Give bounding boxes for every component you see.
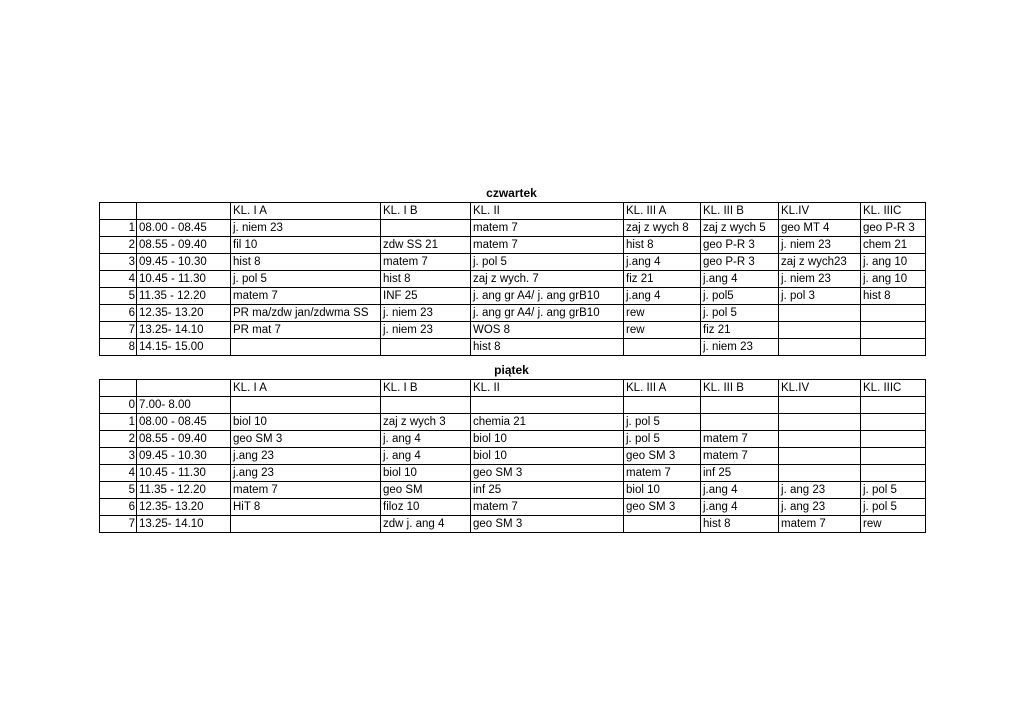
header-cell: KL. IIIC: [861, 380, 926, 397]
lesson-cell: j. pol 5: [861, 482, 926, 499]
lesson-time: 08.00 - 08.45: [137, 220, 231, 237]
table-row: [100, 397, 926, 414]
day-title-czwartek: czwartek: [486, 186, 537, 200]
table-row: [100, 465, 926, 482]
lesson-cell: j. pol 3: [779, 288, 861, 305]
header-cell: KL.IV: [779, 380, 861, 397]
lesson-cell: geo P-R 3: [861, 220, 926, 237]
header-cell: KL. II: [471, 380, 624, 397]
lesson-number: 5: [100, 288, 137, 305]
lesson-cell: matem 7: [231, 288, 381, 305]
header-row: [100, 380, 926, 397]
lesson-cell: j. ang 10: [861, 271, 926, 288]
lesson-cell: j.ang 4: [701, 482, 779, 499]
lesson-cell: fiz 21: [701, 322, 779, 339]
lesson-cell: [779, 397, 861, 414]
lesson-number: 3: [100, 448, 137, 465]
day-title-piatek: piątek: [494, 363, 529, 377]
lesson-cell: [779, 431, 861, 448]
lesson-cell: HiT 8: [231, 499, 381, 516]
lesson-cell: biol 10: [471, 431, 624, 448]
lesson-cell: [779, 448, 861, 465]
lesson-cell: [381, 397, 471, 414]
header-cell: [137, 203, 231, 220]
lesson-cell: geo MT 4: [779, 220, 861, 237]
lesson-cell: j.ang 4: [701, 271, 779, 288]
lesson-cell: matem 7: [701, 431, 779, 448]
lesson-cell: [231, 516, 381, 533]
lesson-cell: j.ang 4: [701, 499, 779, 516]
table-row: [100, 482, 926, 499]
lesson-cell: geo SM 3: [471, 465, 624, 482]
lesson-cell: j.ang 23: [231, 448, 381, 465]
schedule-table-czwartek: [99, 202, 926, 356]
lesson-time: 11.35 - 12.20: [137, 482, 231, 499]
lesson-time: 12.35- 13.20: [137, 499, 231, 516]
table-row: [100, 499, 926, 516]
header-cell: KL. III A: [624, 380, 701, 397]
lesson-time: 08.55 - 09.40: [137, 237, 231, 254]
header-cell: KL. IIIC: [861, 203, 926, 220]
lesson-cell: zdw SS 21: [381, 237, 471, 254]
table-row: [100, 448, 926, 465]
table-row: [100, 322, 926, 339]
lesson-number: 1: [100, 220, 137, 237]
lesson-number: 1: [100, 414, 137, 431]
lesson-cell: j. niem 23: [779, 237, 861, 254]
table-row: [100, 516, 926, 533]
schedule-table-piatek: [99, 379, 926, 533]
lesson-cell: [861, 414, 926, 431]
lesson-cell: j. ang 23: [779, 482, 861, 499]
header-cell: KL. III B: [701, 380, 779, 397]
header-cell: KL. III A: [624, 203, 701, 220]
header-cell: KL. I A: [231, 380, 381, 397]
lesson-number: 4: [100, 271, 137, 288]
lesson-cell: j. niem 23: [231, 220, 381, 237]
lesson-time: 09.45 - 10.30: [137, 448, 231, 465]
lesson-cell: matem 7: [701, 448, 779, 465]
lesson-cell: [861, 448, 926, 465]
lesson-cell: zdw j. ang 4: [381, 516, 471, 533]
header-cell: KL. II: [471, 203, 624, 220]
lesson-time: 09.45 - 10.30: [137, 254, 231, 271]
lesson-cell: j. niem 23: [701, 339, 779, 356]
lesson-cell: matem 7: [231, 482, 381, 499]
lesson-cell: matem 7: [471, 499, 624, 516]
header-cell: KL. I B: [381, 203, 471, 220]
lesson-time: 08.55 - 09.40: [137, 431, 231, 448]
lesson-cell: PR ma/zdw jan/zdwma SS: [231, 305, 381, 322]
lesson-time: 7.00- 8.00: [137, 397, 231, 414]
lesson-cell: geo SM: [381, 482, 471, 499]
header-cell: KL. III B: [701, 203, 779, 220]
lesson-time: 10.45 - 11.30: [137, 271, 231, 288]
lesson-cell: j. ang gr A4/ j. ang grB10: [471, 305, 624, 322]
lesson-cell: geo SM 3: [231, 431, 381, 448]
lesson-cell: j.ang 23: [231, 465, 381, 482]
header-cell: KL. I A: [231, 203, 381, 220]
lesson-cell: filoz 10: [381, 499, 471, 516]
lesson-cell: [779, 322, 861, 339]
lesson-cell: INF 25: [381, 288, 471, 305]
lesson-number: 6: [100, 305, 137, 322]
lesson-cell: hist 8: [861, 288, 926, 305]
lesson-cell: [779, 305, 861, 322]
lesson-cell: chemia 21: [471, 414, 624, 431]
lesson-cell: j. ang 23: [779, 499, 861, 516]
lesson-number: 2: [100, 431, 137, 448]
lesson-cell: j. pol 5: [701, 305, 779, 322]
lesson-number: 5: [100, 482, 137, 499]
lesson-cell: rew: [624, 322, 701, 339]
header-cell: [100, 380, 137, 397]
lesson-cell: [701, 414, 779, 431]
lesson-cell: hist 8: [701, 516, 779, 533]
table-row: [100, 237, 926, 254]
lesson-cell: j. ang gr A4/ j. ang grB10: [471, 288, 624, 305]
lesson-cell: j. pol 5: [231, 271, 381, 288]
lesson-cell: [471, 397, 624, 414]
lesson-cell: [861, 305, 926, 322]
lesson-cell: chem 21: [861, 237, 926, 254]
lesson-cell: j. pol 5: [861, 499, 926, 516]
table-row: [100, 271, 926, 288]
lesson-cell: [624, 516, 701, 533]
lesson-cell: hist 8: [381, 271, 471, 288]
lesson-cell: biol 10: [471, 448, 624, 465]
lesson-cell: [231, 339, 381, 356]
lesson-cell: [381, 339, 471, 356]
table-row: [100, 220, 926, 237]
lesson-cell: biol 10: [624, 482, 701, 499]
lesson-cell: geo P-R 3: [701, 254, 779, 271]
lesson-cell: fil 10: [231, 237, 381, 254]
lesson-cell: matem 7: [624, 465, 701, 482]
lesson-cell: inf 25: [471, 482, 624, 499]
lesson-cell: inf 25: [701, 465, 779, 482]
lesson-cell: [779, 339, 861, 356]
lesson-cell: [861, 465, 926, 482]
lesson-cell: matem 7: [779, 516, 861, 533]
lesson-cell: j. niem 23: [381, 305, 471, 322]
lesson-cell: matem 7: [471, 237, 624, 254]
lesson-cell: fiz 21: [624, 271, 701, 288]
lesson-cell: j.ang 4: [624, 288, 701, 305]
lesson-cell: biol 10: [231, 414, 381, 431]
table-row: [100, 254, 926, 271]
lesson-number: 2: [100, 237, 137, 254]
lesson-time: 12.35- 13.20: [137, 305, 231, 322]
lesson-cell: [861, 397, 926, 414]
lesson-time: 11.35 - 12.20: [137, 288, 231, 305]
lesson-cell: j.ang 4: [624, 254, 701, 271]
lesson-cell: matem 7: [471, 220, 624, 237]
lesson-cell: hist 8: [624, 237, 701, 254]
table-row: [100, 288, 926, 305]
header-row: [100, 203, 926, 220]
lesson-cell: j. pol 5: [471, 254, 624, 271]
table-row: [100, 431, 926, 448]
header-cell: KL.IV: [779, 203, 861, 220]
lesson-number: 7: [100, 322, 137, 339]
lesson-cell: [381, 220, 471, 237]
lesson-cell: matem 7: [381, 254, 471, 271]
lesson-cell: zaj z wych 5: [701, 220, 779, 237]
lesson-cell: j. niem 23: [779, 271, 861, 288]
lesson-number: 7: [100, 516, 137, 533]
lesson-time: 10.45 - 11.30: [137, 465, 231, 482]
lesson-cell: j. ang 4: [381, 448, 471, 465]
lesson-cell: j. ang 10: [861, 254, 926, 271]
lesson-cell: zaj z wych. 7: [471, 271, 624, 288]
lesson-time: 08.00 - 08.45: [137, 414, 231, 431]
header-cell: KL. I B: [381, 380, 471, 397]
lesson-cell: zaj z wych23: [779, 254, 861, 271]
lesson-cell: [779, 465, 861, 482]
header-cell: [100, 203, 137, 220]
table-row: [100, 414, 926, 431]
table-row: [100, 339, 926, 356]
lesson-cell: biol 10: [381, 465, 471, 482]
lesson-cell: [861, 431, 926, 448]
table-row: [100, 305, 926, 322]
lesson-cell: [624, 397, 701, 414]
lesson-cell: WOS 8: [471, 322, 624, 339]
lesson-cell: geo SM 3: [624, 448, 701, 465]
lesson-cell: j. ang 4: [381, 431, 471, 448]
lesson-cell: hist 8: [471, 339, 624, 356]
lesson-time: 13.25- 14.10: [137, 322, 231, 339]
lesson-cell: geo SM 3: [624, 499, 701, 516]
lesson-cell: [624, 339, 701, 356]
lesson-number: 6: [100, 499, 137, 516]
lesson-cell: [701, 397, 779, 414]
lesson-cell: hist 8: [231, 254, 381, 271]
lesson-cell: geo P-R 3: [701, 237, 779, 254]
lesson-number: 4: [100, 465, 137, 482]
lesson-number: 8: [100, 339, 137, 356]
lesson-cell: [861, 322, 926, 339]
lesson-cell: j. pol 5: [624, 414, 701, 431]
lesson-cell: j. pol 5: [624, 431, 701, 448]
lesson-cell: PR mat 7: [231, 322, 381, 339]
lesson-cell: j. niem 23: [381, 322, 471, 339]
lesson-cell: [231, 397, 381, 414]
lesson-cell: zaj z wych 8: [624, 220, 701, 237]
lesson-cell: [861, 339, 926, 356]
lesson-number: 3: [100, 254, 137, 271]
lesson-number: 0: [100, 397, 137, 414]
header-cell: [137, 380, 231, 397]
lesson-cell: geo SM 3: [471, 516, 624, 533]
lesson-cell: zaj z wych 3: [381, 414, 471, 431]
lesson-cell: rew: [624, 305, 701, 322]
lesson-time: 14.15- 15.00: [137, 339, 231, 356]
lesson-time: 13.25- 14.10: [137, 516, 231, 533]
lesson-cell: rew: [861, 516, 926, 533]
lesson-cell: j. pol5: [701, 288, 779, 305]
lesson-cell: [779, 414, 861, 431]
